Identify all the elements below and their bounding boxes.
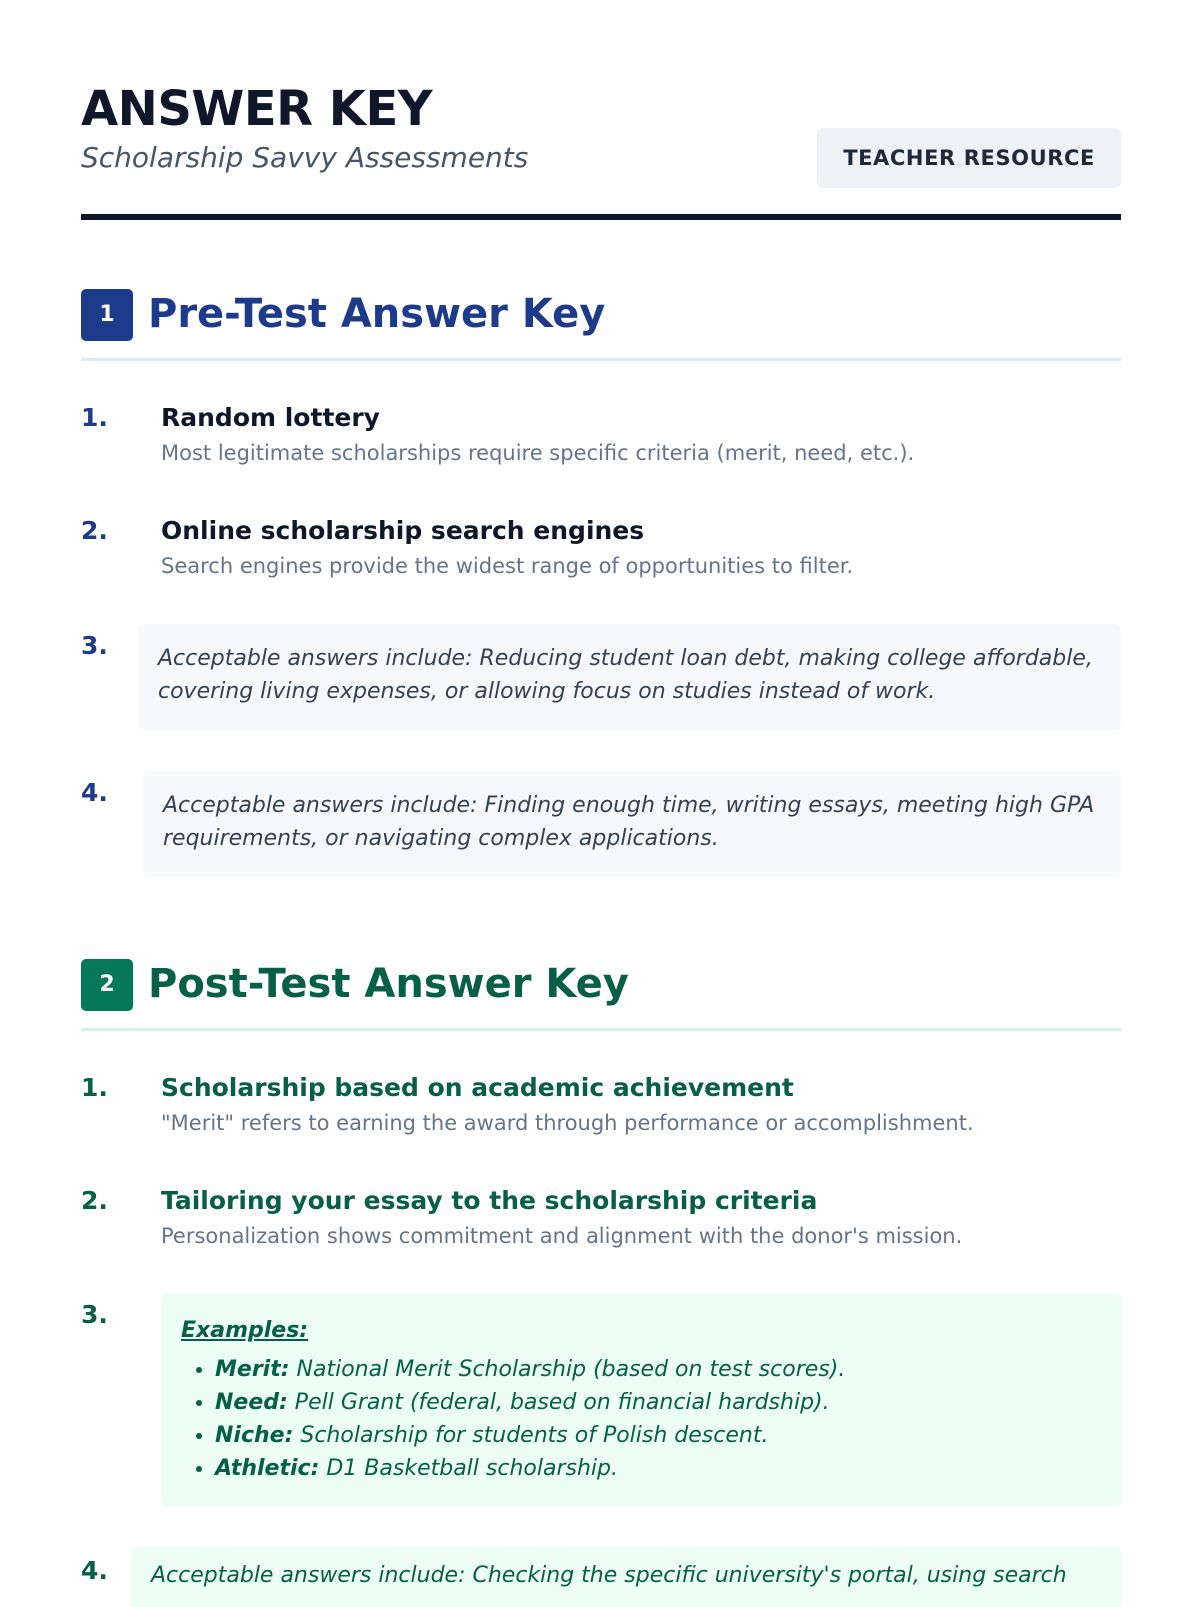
acceptable-answers-text: Acceptable answers include: Checking the specific university's portal, using search <box>151 1563 1067 1588</box>
section-title: Pre-Test Answer Key <box>148 291 606 337</box>
page-title: ANSWER KEY <box>81 81 433 137</box>
example-term: Need: <box>215 1390 288 1415</box>
page-subtitle: Scholarship Savvy Assessments <box>81 141 529 174</box>
section-number-badge: 2 <box>81 959 133 1011</box>
acceptable-answers-text: Acceptable answers include: Reducing student loan debt, making college affordable, covering living expenses, or allowing focus on studies instead of work. <box>158 646 1093 704</box>
answer-explanation: "Merit" refers to earning the award through performance or accomplishment. <box>161 1111 974 1135</box>
posttest-section <box>81 954 1121 1588</box>
acceptable-answers-box <box>138 624 1121 730</box>
example-term: Athletic: <box>215 1456 320 1481</box>
question-number: 2. <box>81 1186 108 1215</box>
examples-label: Examples: <box>181 1318 309 1343</box>
correct-answer: Random lottery <box>161 403 380 432</box>
example-term: Niche: <box>215 1423 294 1448</box>
example-item <box>215 1386 1101 1419</box>
answer-explanation: Most legitimate scholarships require specific criteria (merit, need, etc.). <box>161 441 915 465</box>
pretest-heading <box>81 284 1121 344</box>
question-number: 2. <box>81 516 108 545</box>
examples-box <box>161 1294 1121 1506</box>
question-number: 4. <box>81 1556 108 1585</box>
answer-explanation: Personalization shows commitment and alignment with the donor's mission. <box>161 1224 963 1248</box>
question-number: 4. <box>81 778 108 807</box>
examples-list <box>181 1353 1101 1485</box>
question-number: 1. <box>81 1073 108 1102</box>
correct-answer: Online scholarship search engines <box>161 516 645 545</box>
answer-explanation: Search engines provide the widest range of opportunities to filter. <box>161 554 854 578</box>
acceptable-answers-text: Acceptable answers include: Finding enough time, writing essays, meeting high GPA requirements, or navigating complex applications. <box>163 793 1095 851</box>
example-text: D1 Basketball scholarship. <box>319 1456 618 1481</box>
pretest-section <box>81 284 1121 851</box>
example-text: Scholarship for students of Polish descent. <box>293 1423 769 1448</box>
example-item <box>215 1452 1101 1485</box>
question-number: 1. <box>81 403 108 432</box>
example-text: Pell Grant (federal, based on financial hardship). <box>287 1390 830 1415</box>
section-divider <box>81 1028 1121 1031</box>
posttest-heading <box>81 954 1121 1014</box>
example-item <box>215 1353 1101 1386</box>
example-term: Merit: <box>215 1357 290 1382</box>
section-divider <box>81 358 1121 361</box>
section-number-badge: 1 <box>81 289 133 341</box>
section-title: Post-Test Answer Key <box>148 961 629 1007</box>
example-item <box>215 1419 1101 1452</box>
correct-answer: Scholarship based on academic achievement <box>161 1073 794 1102</box>
correct-answer: Tailoring your essay to the scholarship criteria <box>161 1186 818 1215</box>
acceptable-answers-box <box>131 1547 1121 1607</box>
question-number: 3. <box>81 1300 108 1329</box>
acceptable-answers-box <box>143 771 1121 877</box>
header-divider <box>81 214 1121 220</box>
example-text: National Merit Scholarship (based on test scores). <box>289 1357 846 1382</box>
document-header <box>81 80 1121 176</box>
teacher-resource-badge: TEACHER RESOURCE <box>817 128 1121 188</box>
question-number: 3. <box>81 631 108 660</box>
